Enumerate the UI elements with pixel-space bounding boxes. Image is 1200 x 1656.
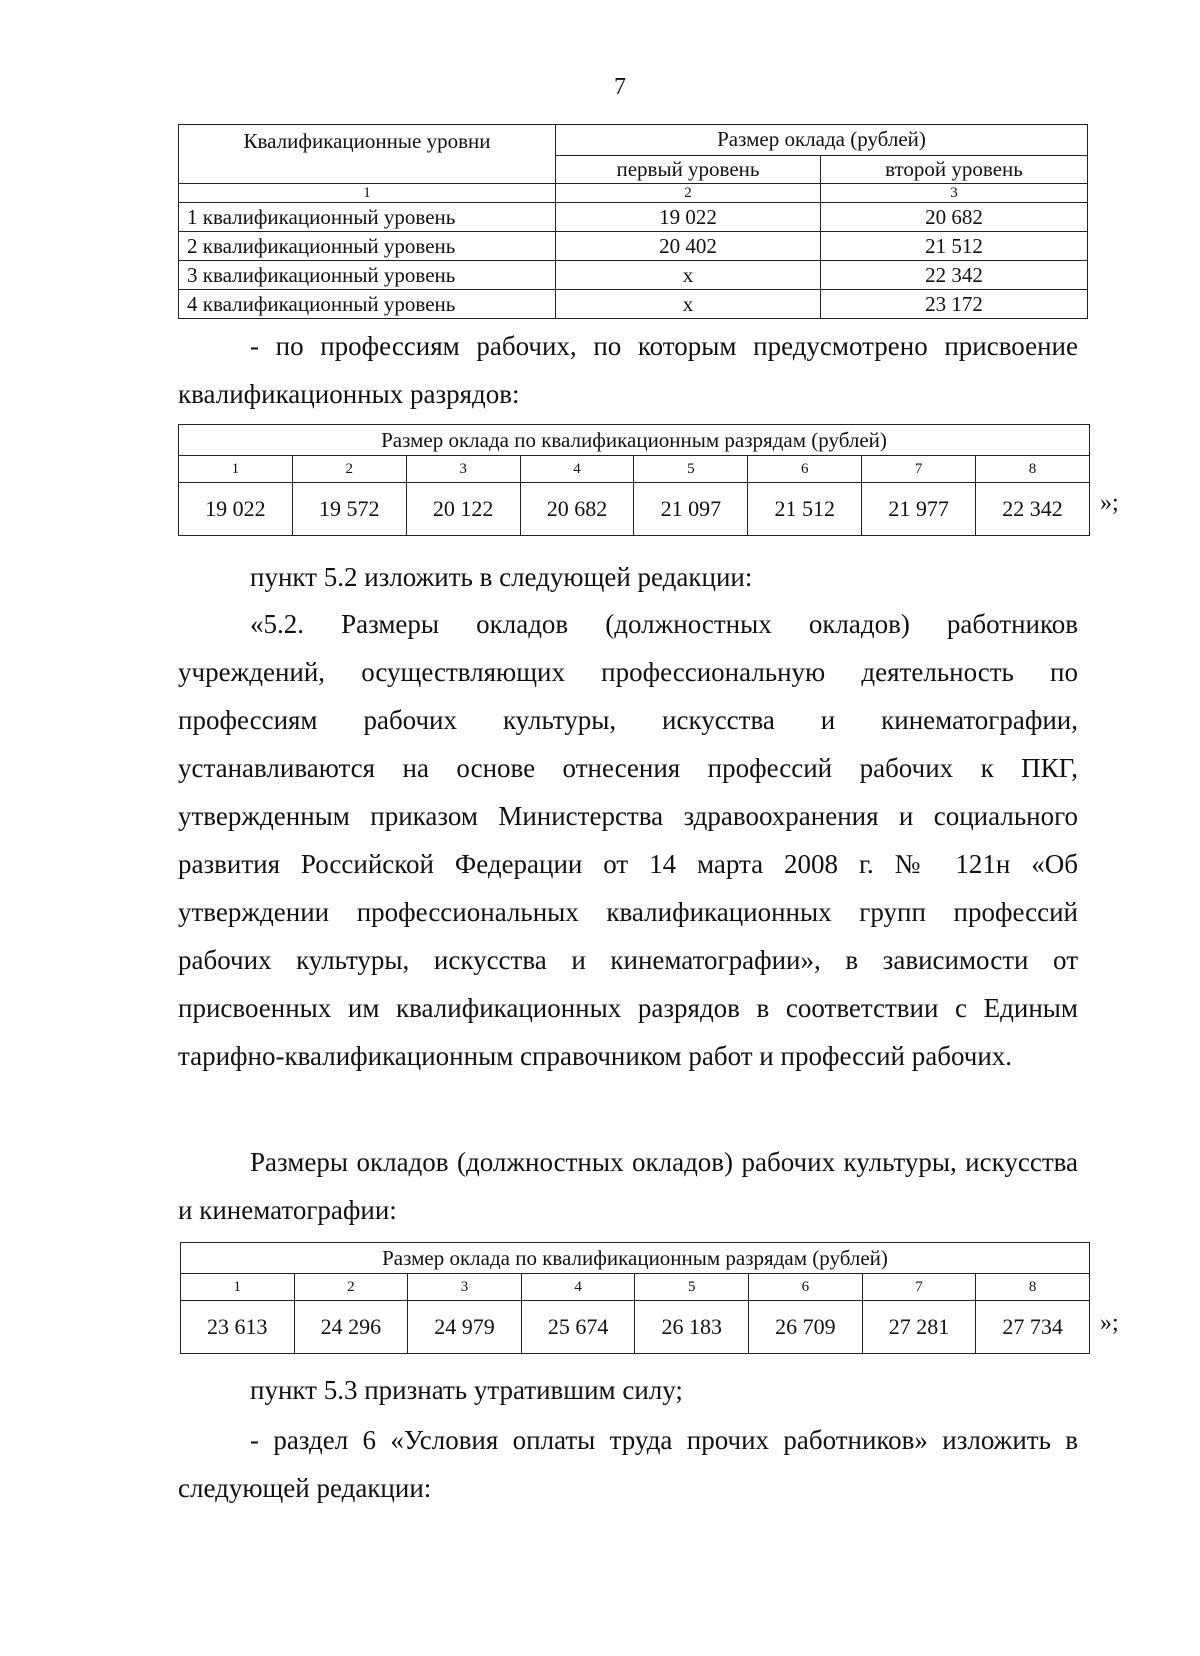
level-cell: 3 квалификационный уровень — [179, 261, 556, 290]
grade-salary-value: 20 682 — [520, 483, 634, 536]
closing-quote: »; — [1100, 1310, 1119, 1336]
grade-salary-value: 19 572 — [292, 483, 406, 536]
table-header-levels: Квалификационные уровни — [179, 125, 556, 184]
paragraph-5-2-text: «5.2. Размеры окладов (должностных окладов) работников учреждений, осуществляющих профессиональную деятельность по профессиям рабочих культуры, искусства и кинематографии, устанавливаются на основе отнесения профессий рабочих к ПКГ, утвержденным приказом Министерства здравоохранения и социального развития Российской Федерации от 14 марта 2008 г. № 121н «Об утверждении профессиональных квалификационных групп профессий рабочих культуры, искусства и кинематографии», в зависимости от присвоенных им квалификационных разрядов в соответствии с Единым тарифно-квалификационным справочником работ и профессий рабочих. — [178, 609, 1078, 1071]
table-title: Размер оклада по квалификационным разрядам (рублей) — [181, 1243, 1090, 1274]
paragraph-workers-professions: - по профессиям рабочих, по которым предусмотрено присвоение квалификационных разрядов: — [178, 331, 1078, 409]
first-level-salary: 19 022 — [556, 203, 821, 232]
table-row — [179, 203, 1088, 232]
column-number: 1 — [179, 184, 556, 203]
level-cell: 2 квалификационный уровень — [179, 232, 556, 261]
grade-salary-value: 21 512 — [748, 483, 862, 536]
second-level-salary: 23 172 — [821, 290, 1088, 319]
grade-salary-value: 20 122 — [406, 483, 520, 536]
first-level-salary: х — [556, 261, 821, 290]
page-number: 7 — [614, 74, 626, 100]
grade-salary-value: 19 022 — [179, 483, 293, 536]
column-number: 3 — [408, 1274, 522, 1301]
grade-salary-table-1 — [178, 424, 1090, 536]
qualification-levels-table — [178, 124, 1088, 319]
grade-salary-value: 24 296 — [294, 1301, 408, 1354]
column-number: 2 — [556, 184, 821, 203]
grade-salary-value: 26 183 — [635, 1301, 749, 1354]
paragraph-section-6: - раздел 6 «Условия оплаты труда прочих работников» изложить в следующей редакции: — [178, 1425, 1078, 1503]
grade-salary-value: 25 674 — [521, 1301, 635, 1354]
second-level-salary: 20 682 — [821, 203, 1088, 232]
column-number: 2 — [294, 1274, 408, 1301]
paragraph-5-3: пункт 5.3 признать утратившим силу; — [250, 1375, 683, 1405]
grade-salary-value: 21 977 — [862, 483, 976, 536]
level-cell: 1 квалификационный уровень — [179, 203, 556, 232]
grade-salary-value: 27 734 — [976, 1301, 1090, 1354]
paragraph-sizes: Размеры окладов (должностных окладов) рабочих культуры, искусства и кинематографии: — [178, 1147, 1078, 1225]
column-number: 5 — [634, 456, 748, 483]
column-number: 4 — [521, 1274, 635, 1301]
grade-salary-value: 26 709 — [749, 1301, 863, 1354]
table-subheader-second: второй уровень — [821, 155, 1088, 183]
column-number: 8 — [976, 456, 1090, 483]
column-number: 3 — [821, 184, 1088, 203]
closing-quote: »; — [1100, 490, 1119, 516]
column-number: 5 — [635, 1274, 749, 1301]
table-subheader-first: первый уровень — [556, 155, 821, 183]
table-title: Размер оклада по квалификационным разрядам (рублей) — [179, 425, 1090, 456]
table-row — [179, 290, 1088, 319]
grade-salary-table-2 — [180, 1242, 1090, 1354]
paragraph-5-2-intro: пункт 5.2 изложить в следующей редакции: — [250, 562, 753, 592]
column-number: 7 — [862, 1274, 976, 1301]
column-number: 2 — [292, 456, 406, 483]
column-number: 1 — [181, 1274, 295, 1301]
first-level-salary: 20 402 — [556, 232, 821, 261]
second-level-salary: 21 512 — [821, 232, 1088, 261]
column-number: 4 — [520, 456, 634, 483]
second-level-salary: 22 342 — [821, 261, 1088, 290]
column-number: 6 — [749, 1274, 863, 1301]
grade-salary-value: 24 979 — [408, 1301, 522, 1354]
table-row — [179, 261, 1088, 290]
grade-salary-value: 23 613 — [181, 1301, 295, 1354]
table-header-salary: Размер оклада (рублей) — [556, 125, 1088, 156]
level-cell: 4 квалификационный уровень — [179, 290, 556, 319]
grade-salary-value: 22 342 — [976, 483, 1090, 536]
column-number: 7 — [862, 456, 976, 483]
column-number: 1 — [179, 456, 293, 483]
grade-salary-value: 27 281 — [862, 1301, 976, 1354]
column-number: 8 — [976, 1274, 1090, 1301]
first-level-salary: х — [556, 290, 821, 319]
column-number: 6 — [748, 456, 862, 483]
grade-salary-value: 21 097 — [634, 483, 748, 536]
table-row — [179, 232, 1088, 261]
column-number: 3 — [406, 456, 520, 483]
